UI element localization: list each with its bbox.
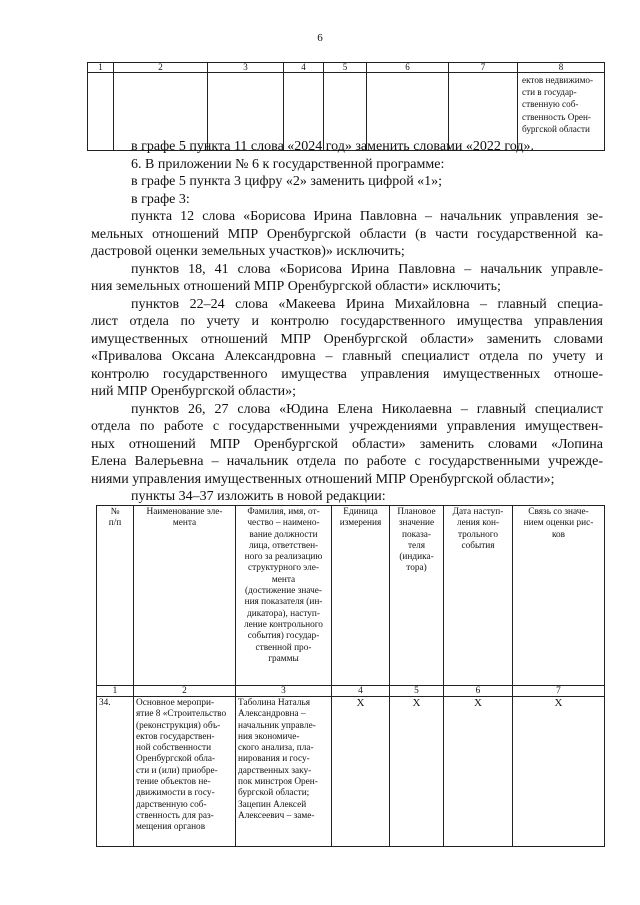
column-number: 1 [97,686,134,697]
column-number: 4 [332,686,390,697]
column-number: 6 [444,686,513,697]
text-line: Елена Валерьевна – начальник отдела по работе с государственными учрежде- [91,454,603,469]
header-cell-unit: Единица измерения [332,506,390,686]
table-header-row [97,506,605,686]
top-header-cell: 5 [324,63,367,73]
column-number-row [97,686,605,697]
text-line: 6. В приложении № 6 к государственной программе: [131,157,445,172]
text-line: отдела по работе с государственными учреждениями управления имуществен- [91,419,603,434]
header-cell-risk: Связь со значе- нием оценки рис- ков [513,506,605,686]
cell-line: сти в государ- [522,87,577,98]
text-line: «Привалова Оксана Александровна – главный специалист отдела по учету и [91,349,603,364]
table-row [97,697,605,847]
column-number: 3 [236,686,332,697]
text-line: ниями управления имущественных отношений МПР Оренбургской области»; [91,472,555,487]
top-header-cell: 3 [208,63,284,73]
top-header-cell: 1 [88,63,114,73]
top-header-cell: 4 [284,63,324,73]
top-empty-cell [88,73,114,151]
text-line: контролю государственного имущества управления имущественных отноше- [91,367,603,382]
text-line: ний МПР Оренбургской области»; [91,384,296,399]
text-line: в графе 3: [131,192,190,207]
top-header-cell: 7 [449,63,518,73]
page-number: 6 [317,32,323,44]
column-number: 2 [134,686,236,697]
text-line: в графе 5 пункта 11 слова «2024 год» заменить словами «2022 год». [131,139,534,154]
text-line: ных отношений МПР Оренбургской области» заменить словами «Лопина [91,437,603,452]
main-table [96,505,605,847]
top-header-cell: 6 [367,63,449,73]
cell-line: ственную соб- [522,99,579,110]
text-line: пункта 12 слова «Борисова Ирина Павловна – начальник управления зе- [131,209,603,224]
header-cell-date: Дата наступ- ления кон- трольного события [444,506,513,686]
top-header-cell: 2 [114,63,208,73]
row-plan-cell: Х [390,697,444,847]
text-line: имущественных отношений МПР Оренбургской области» заменить словами [91,332,603,347]
row-date-cell: Х [444,697,513,847]
top-header-cell: 8 [518,63,605,73]
header-cell-name: Наименование эле- мента [134,506,236,686]
row-person-cell: Таболина Наталья Александровна – начальник управле- ния экономиче- ского анализа, пла- нирования и госу- дарственных заку- пок минстроя Орен- бургской области; Зацепин Алексей Алексеевич – заме- [236,697,332,847]
text-line: в графе 5 пункта 3 цифру «2» заменить цифрой «1»; [131,174,443,189]
text-line: пунктов 22–24 слова «Макеева Ирина Михайловна – главный специа- [131,297,603,312]
text-line: ния земельных отношений МПР Оренбургской области» исключить; [91,279,501,294]
text-line: дастровой оценки земельных участков)» исключить; [91,244,405,259]
column-number: 7 [513,686,605,697]
cell-line: ектов недвижимо- [522,75,594,85]
header-cell-num: № п/п [97,506,134,686]
text-line: лист отдела по учету и контролю государственного имущества управления [91,314,603,329]
row-unit-cell: Х [332,697,390,847]
row-risk-cell: Х [513,697,605,847]
text-line: пунктов 18, 41 слова «Борисова Ирина Павловна – начальник управле- [131,262,603,277]
text-line: мельных отношений МПР Оренбургской области (в части государственной ка- [91,227,603,242]
text-line: пункты 34–37 изложить в новой редакции: [131,489,386,504]
row-name-cell: Основное меропри- ятие 8 «Строительство (реконструкция) объ- ектов государствен- ной собственности Оренбургской обла- сти и (или) приобре- тение объектов не- движимости в госу- дарственную соб- ственность для раз- мещения органов [134,697,236,847]
row-number: 34. [97,697,134,847]
header-cell-person: Фамилия, имя, от- чество – наимено- вание должности лица, ответствен- ного за реализацию структурного эле- мента (достижение значе- ния показателя (ин- дикатора), наступ- ление контрольного события) государ- ственной про- граммы [236,506,332,686]
header-cell-plan: Плановое значение показа- теля (индика- тора) [390,506,444,686]
column-number: 5 [390,686,444,697]
cell-line: ственность Орен- [522,111,591,122]
top-table-fragment [87,62,605,151]
text-line: пунктов 26, 27 слова «Юдина Елена Николаевна – главный специалист [131,402,603,417]
cell-line: бургской области [522,123,590,134]
